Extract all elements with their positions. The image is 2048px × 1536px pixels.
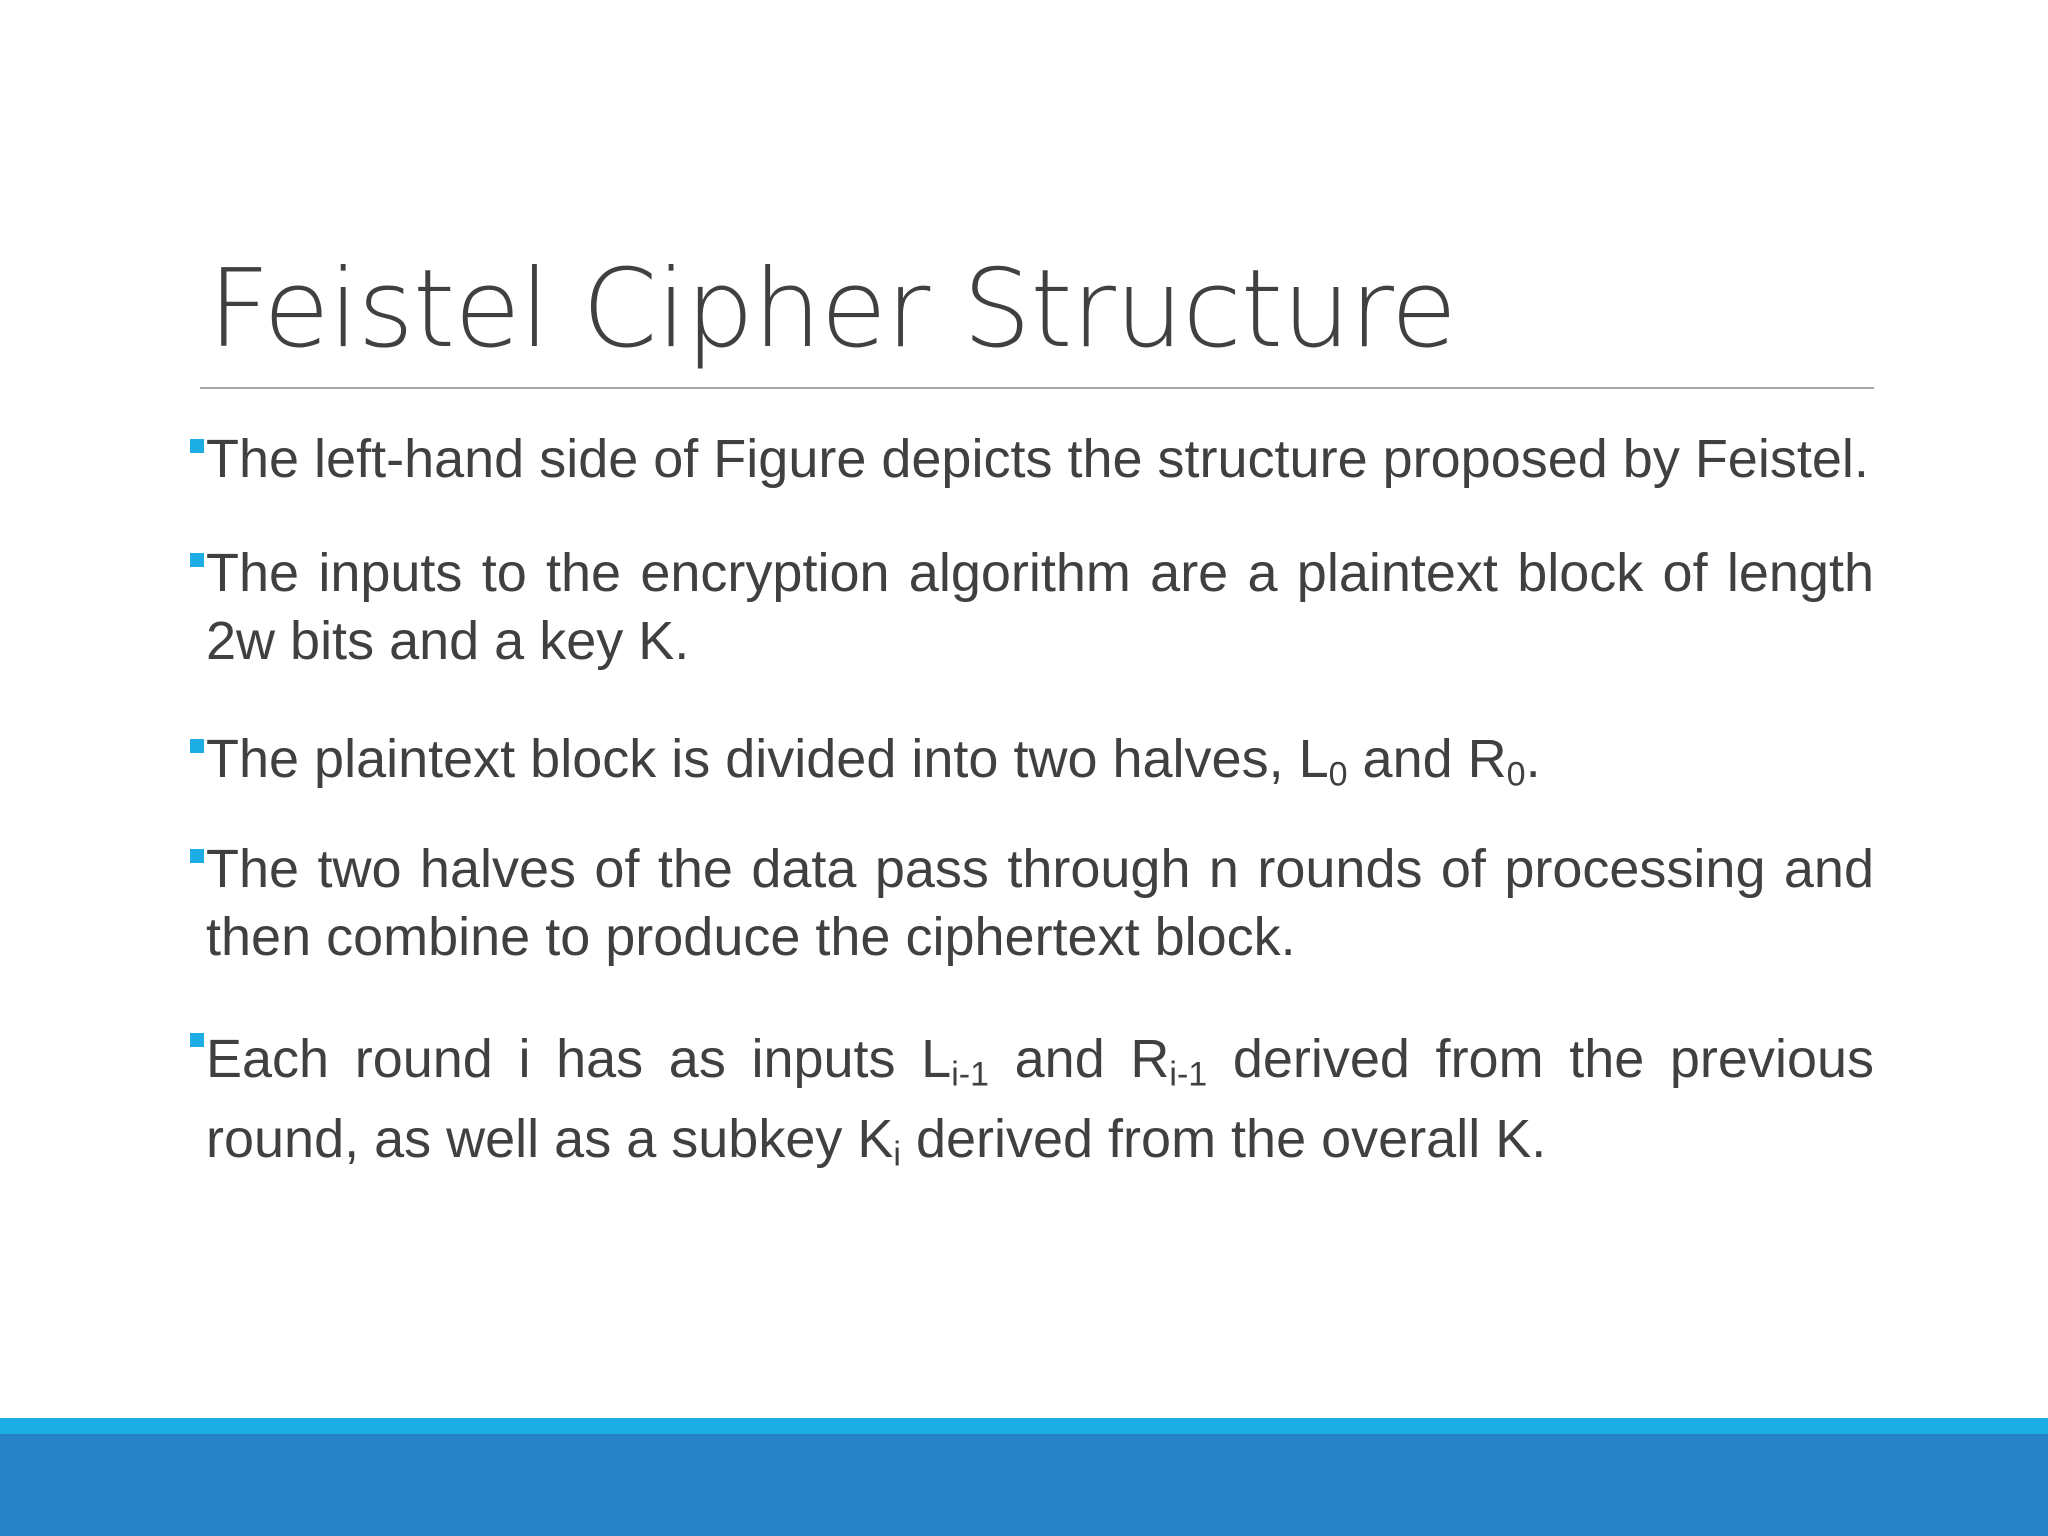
bullet-text: The two halves of the data pass through n rounds of processing and then combine to produce the ciphertext block. [206,839,1874,967]
square-bullet-icon [190,439,204,453]
square-bullet-icon [190,739,204,753]
square-bullet-icon [190,553,204,567]
square-bullet-icon [190,1033,204,1047]
square-bullet-icon [190,849,204,863]
subscript: i [893,1135,901,1174]
bullet-item [188,539,1874,675]
bullet-item [188,835,1874,971]
subscript: 0 [1328,755,1348,794]
subscript: i-1 [1169,1055,1208,1094]
bullet-text: The left-hand side of Figure depicts the structure proposed by Feistel. [206,429,1869,489]
bullet-item [188,725,1874,793]
bullet-item [188,1019,1874,1179]
bullet-text: The plaintext block is divided into two halves, $L_0$ and $R_0$. [206,729,1541,794]
subscript: 0 [1506,755,1526,794]
title-divider [200,387,1874,389]
bullet-text: The inputs to the encryption algorithm are a plaintext block of length 2w bits and a key K. [206,543,1874,671]
bullet-text: Each round i has as inputs $L_{i-1}$ and $R_{i-1}$ derived from the previous round, as well as a subkey $K_i$ derived from the overall K. [206,1029,1875,1174]
slide-title: Feistel Cipher Structure [208,247,1457,372]
subscript: i-1 [951,1055,990,1094]
bullet-list [188,425,1874,1179]
bullet-item [188,425,1874,493]
footer-bar [0,1434,2048,1536]
footer-accent-bar [0,1418,2048,1434]
